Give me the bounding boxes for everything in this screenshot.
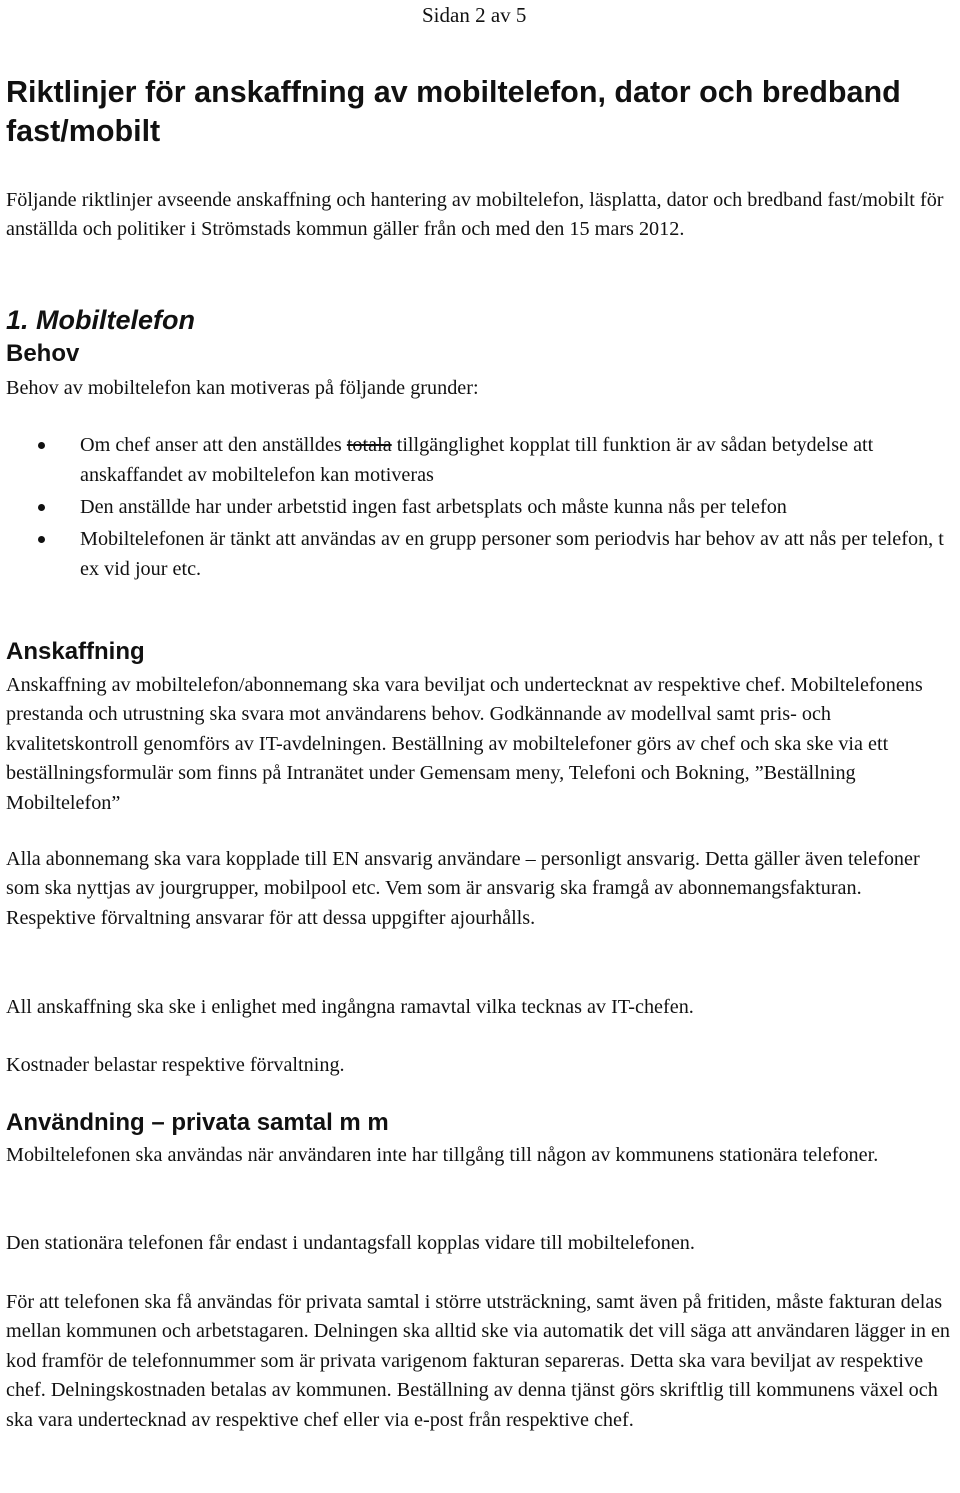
list-item xyxy=(0,430,956,490)
page-number: Sidan 2 av 5 xyxy=(422,3,527,27)
anskaffning-paragraph-3: All anskaffning ska ske i enlighet med ingångna ramavtal vilka tecknas av IT-chefen. xyxy=(6,996,694,1018)
bullet-icon xyxy=(38,504,45,511)
section-heading-mobiltelefon: 1. Mobiltelefon xyxy=(6,305,195,335)
anvandning-paragraph-1: Mobiltelefonen ska användas när användaren inte har tillgång till någon av kommunens stationära telefoner. xyxy=(6,1144,879,1166)
bullet-icon xyxy=(38,442,45,449)
bullet-text: Mobiltelefonen är tänkt att användas av en grupp personer som periodvis har behov av att nås per telefon, t ex vid jour etc. xyxy=(80,528,944,580)
anvandning-paragraph-2: Den stationära telefonen får endast i undantagsfall kopplas vidare till mobiltelefonen. xyxy=(6,1232,695,1254)
behov-bullet-list xyxy=(0,430,960,586)
subheading-behov: Behov xyxy=(6,340,80,367)
list-item xyxy=(0,524,956,584)
anvandning-paragraph-3: För att telefonen ska få användas för privata samtal i större utsträckning, samt även på fritiden, måste fakturan delas mellan kommunen och arbetstagaren. Delningen ska alltid ske via automatik det vill säga att användaren lägger in en kod framför de telefonnummer som är privata varigenom fakturan separeras. Detta ska vara beviljat av respektive chef. Delningskostnaden betalas av kommunen. Beställning av denna tjänst görs skriftlig till kommunens växel och ska vara undertecknad av respektive chef eller via e-post från respektive chef. xyxy=(6,1291,951,1431)
bullet-icon xyxy=(38,536,45,543)
anskaffning-paragraph-2: Alla abonnemang ska vara kopplade till EN ansvarig användare – personligt ansvarig. Detta gäller även telefoner som ska nyttjas av jourgrupper, mobilpool etc. Vem som är ansvarig ska framgå av abonnemangsfakturan. Respektive förvaltning ansvarar för att dessa uppgifter ajourhålls. xyxy=(6,848,920,929)
bullet-text-after: tillgänglighet kopplat till funktion är av sådan betydelse att anskaffandet av mobiltelefon kan motiveras xyxy=(80,434,874,486)
bullet-text: Den anställde har under arbetstid ingen fast arbetsplats och måste kunna nås per telefon xyxy=(80,496,787,518)
subheading-anskaffning: Anskaffning xyxy=(6,638,145,665)
anskaffning-paragraph-4: Kostnader belastar respektive förvaltning. xyxy=(6,1054,345,1076)
anskaffning-paragraph-1: Anskaffning av mobiltelefon/abonnemang ska vara beviljat och undertecknat av respektive chef. Mobiltelefonens prestanda och utrustning ska svara mot användarens behov. Godkännande av modellval samt pris- och kvalitetskontroll genomförs av IT-avdelningen. Beställning av mobiltelefoner görs av chef och ska ske via ett beställningsformulär som finns på Intranätet under Gemensam meny, Telefoni och Bokning, ”Beställning Mobiltelefon” xyxy=(6,674,923,814)
list-item xyxy=(0,492,956,522)
struck-word: totala xyxy=(346,434,392,456)
intro-paragraph: Följande riktlinjer avseende anskaffning och hantering av mobiltelefon, läsplatta, dator och bredband fast/mobilt för anställda och politiker i Strömstads kommun gäller från och med den 15 mars 2012. xyxy=(6,189,944,241)
document-title: Riktlinjer för anskaffning av mobiltelefon, dator och bredband fast/mobilt xyxy=(6,75,901,148)
behov-intro: Behov av mobiltelefon kan motiveras på följande grunder: xyxy=(6,377,479,399)
bullet-text-before: Om chef anser att den anställdes xyxy=(80,434,347,456)
subheading-anvandning: Användning – privata samtal m m xyxy=(6,1109,389,1136)
